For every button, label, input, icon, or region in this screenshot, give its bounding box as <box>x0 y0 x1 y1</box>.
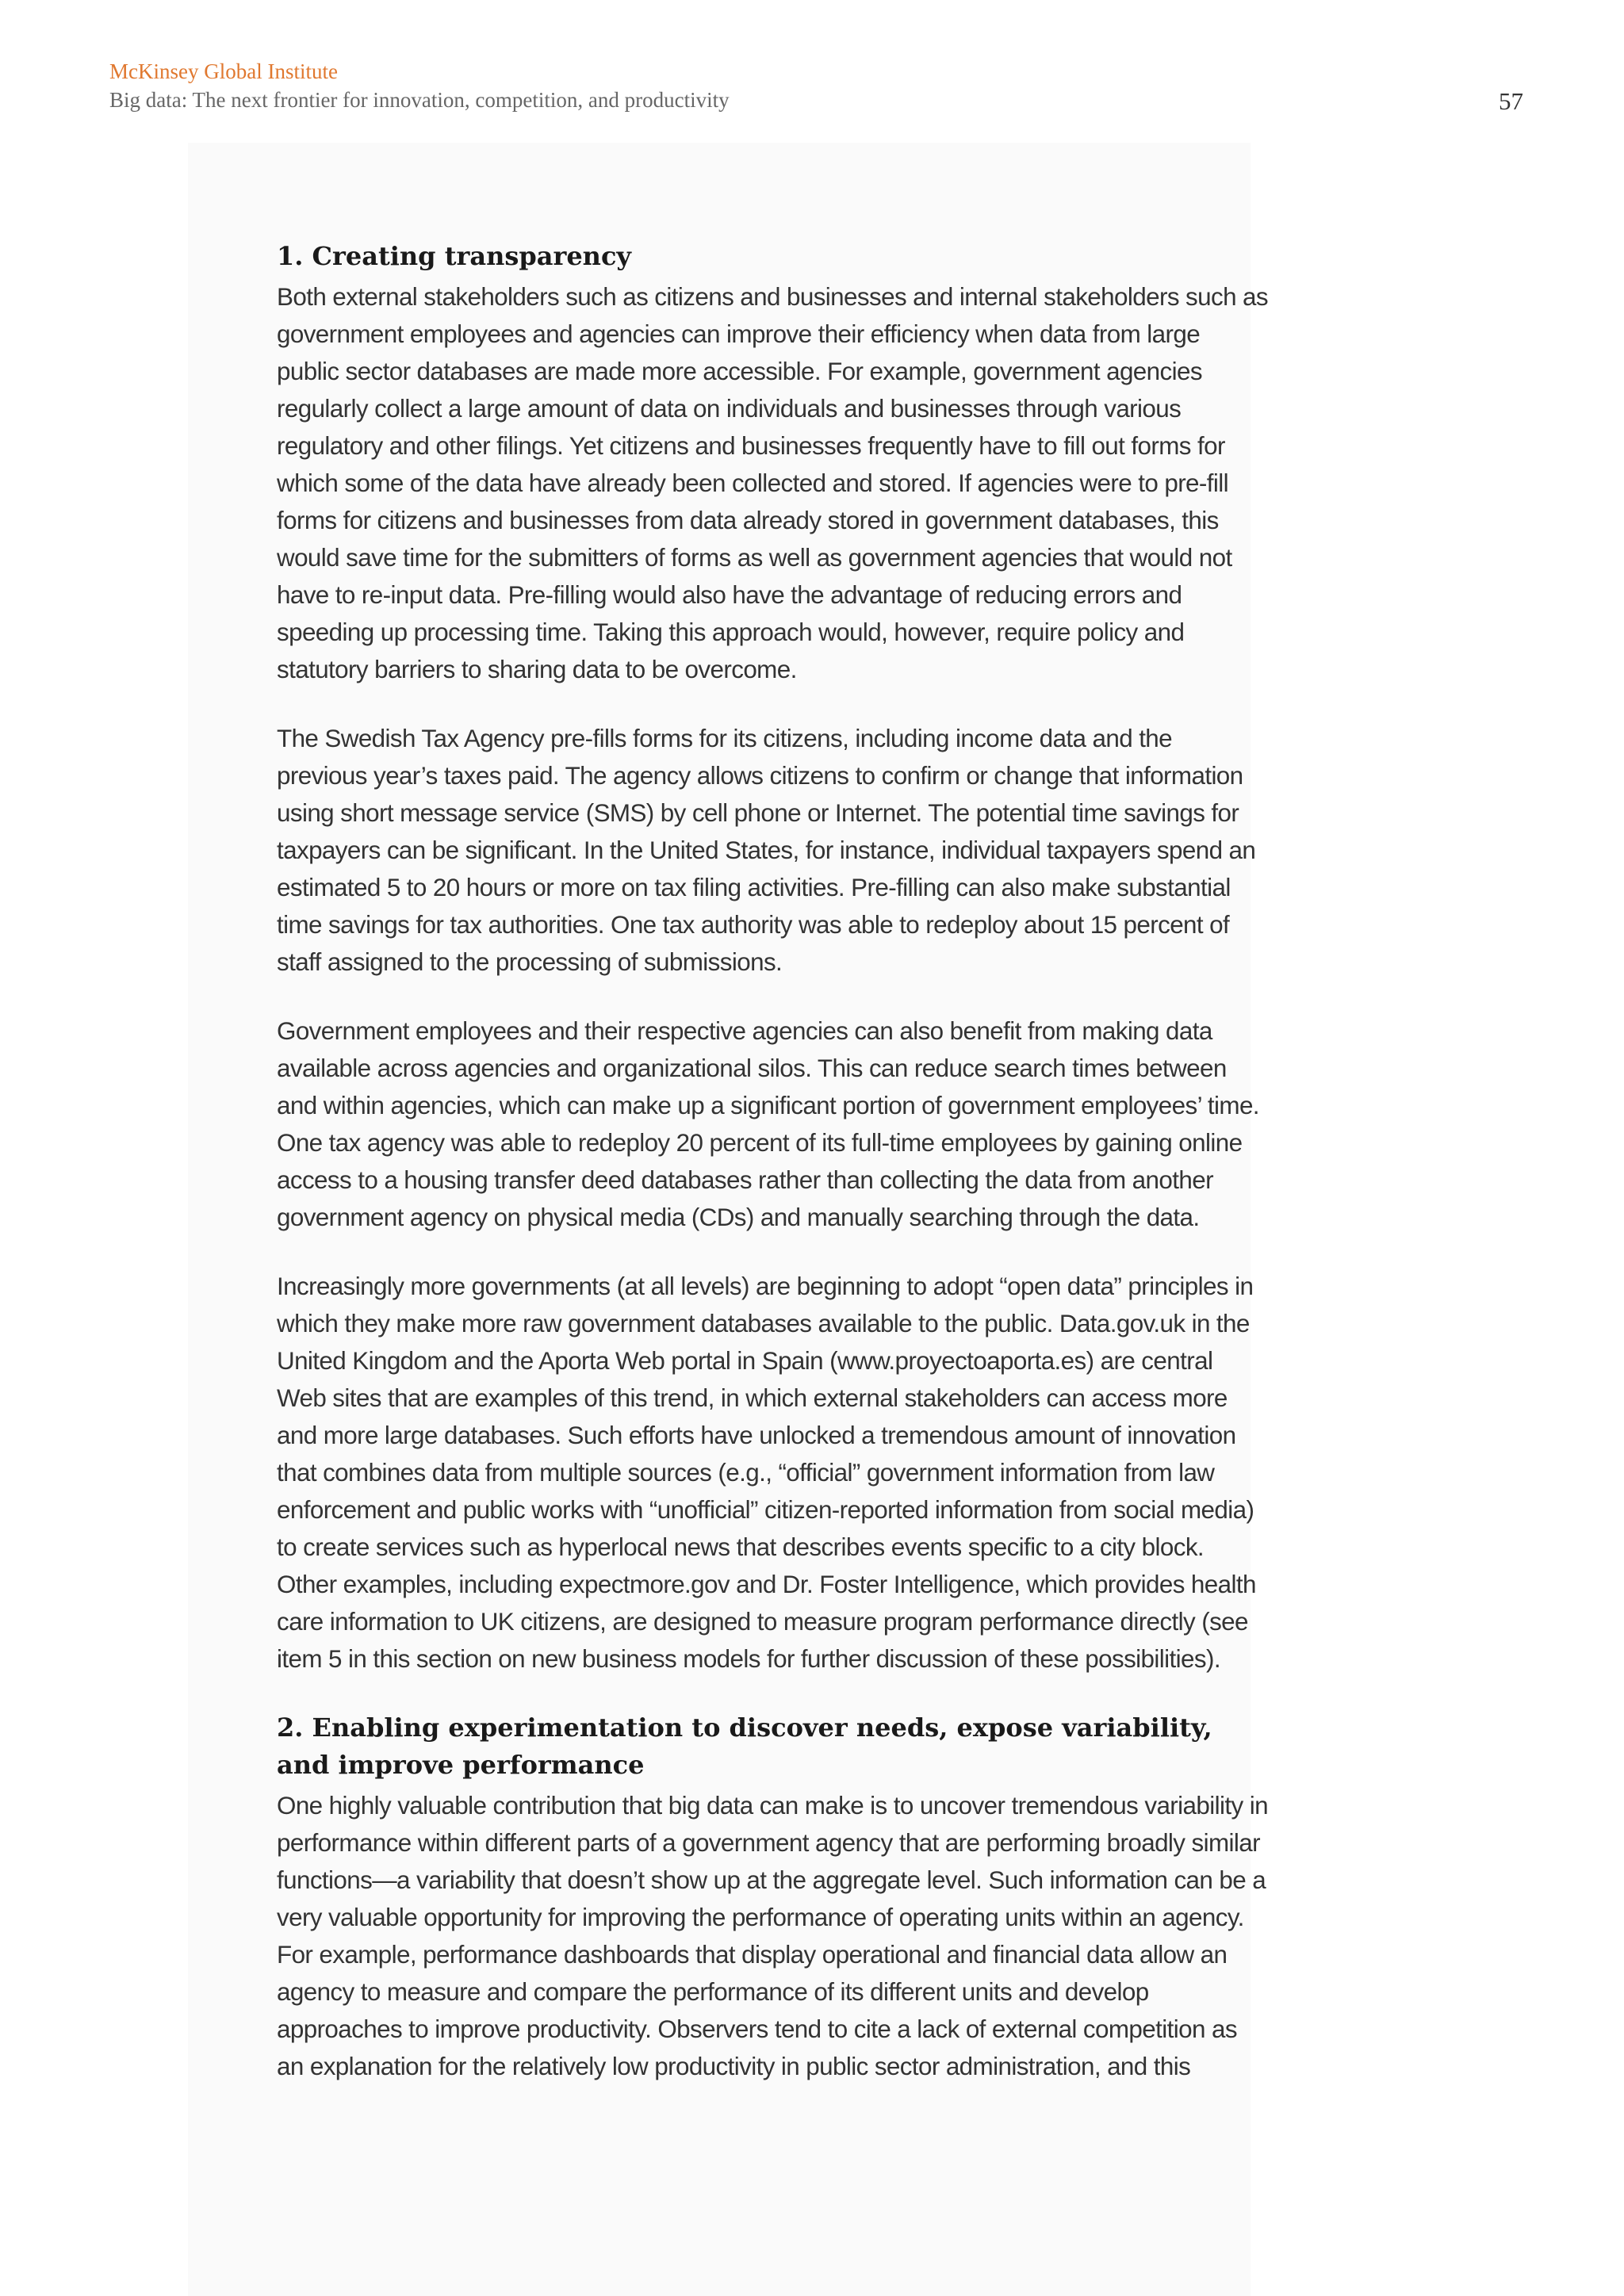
paragraph: One highly valuable contribution that big data can make is to uncover tremendous variability in performance within different parts of a government agency that are performing broadly similar functions—a variability that doesn’t show up at the aggregate level. Such information can be a very valuable opportunity for improving the performance of operating units within an agency. For example, performance dashboards that display operational and financial data allow an agency to measure and compare the performance of its different units and develop approaches to improve productivity. Observers tend to cite a lack of external competition as an explanation for the relatively low productivity in public sector administration, and this <box>277 1792 1268 2080</box>
body-content <box>277 238 1268 2117</box>
running-header <box>109 57 1537 114</box>
publisher-name: McKinsey Global Institute <box>109 59 338 83</box>
paragraph: Both external stakeholders such as citizens and businesses and internal stakeholders such as government employees and agencies can improve their efficiency when data from large public sector databases are made more accessible. For example, government agencies regularly collect a large amount of data on individuals and businesses through various regulatory and other filings. Yet citizens and businesses frequently have to fill out forms for which some of the data have already been collected and stored. If agencies were to pre-fill forms for citizens and businesses from data already stored in government databases, this would save time for the submitters of forms as well as government agencies that would not have to re-input data. Pre-filling would also have the advantage of reducing errors and speeding up processing time. Taking this approach would, however, require policy and statutory barriers to sharing data to be overcome. <box>277 283 1269 683</box>
page-number: 57 <box>1499 87 1523 115</box>
paragraph: Increasingly more governments (at all levels) are beginning to adopt “open data” principles in which they make more raw government databases available to the public. Data.gov.uk in the United Kingdom and the Aporta Web portal in Spain (www.proyectoaporta.es) are central Web sites that are examples of this trend, in which external stakeholders can access more and more large databases. Such efforts have unlocked a tremendous amount of innovation that combines data from multiple sources (e.g., “official” government information from law enforcement and public works with “unofficial” citizen-reported information from social media) to create services such as hyperlocal news that describes events specific to a city block. Other examples, including expectmore.gov and Dr. Foster Intelligence, which provides health care information to UK citizens, are designed to measure program performance directly (see item 5 in this section on new business models for further discussion of these possibilities). <box>277 1272 1256 1673</box>
section-creating-transparency <box>277 238 1268 1678</box>
document-title: Big data: The next frontier for innovation, competition, and productivity <box>109 88 730 112</box>
section-heading: 1. Creating transparency <box>277 241 632 271</box>
section-enabling-experimentation <box>277 1709 1268 2085</box>
paragraph: The Swedish Tax Agency pre-fills forms for its citizens, including income data and the previous year’s taxes paid. The agency allows citizens to confirm or change that information using short message service (SMS) by cell phone or Internet. The potential time savings for taxpayers can be significant. In the United States, for instance, individual taxpayers spend an estimated 5 to 20 hours or more on tax filing activities. Pre-filling can also make substantial time savings for tax authorities. One tax authority was able to redeploy about 15 percent of staff assigned to the processing of submissions. <box>277 725 1256 976</box>
section-heading: 2. Enabling experimentation to discover needs, expose variability, and improve performance <box>277 1712 1212 1780</box>
paragraph: Government employees and their respective agencies can also benefit from making data available across agencies and organizational silos. This can reduce search times between and within agencies, which can make up a significant portion of government employees’ time. One tax agency was able to redeploy 20 percent of its full-time employees by gaining online access to a housing transfer deed databases rather than collecting the data from another government agency on physical media (CDs) and manually searching through the data. <box>277 1017 1259 1231</box>
